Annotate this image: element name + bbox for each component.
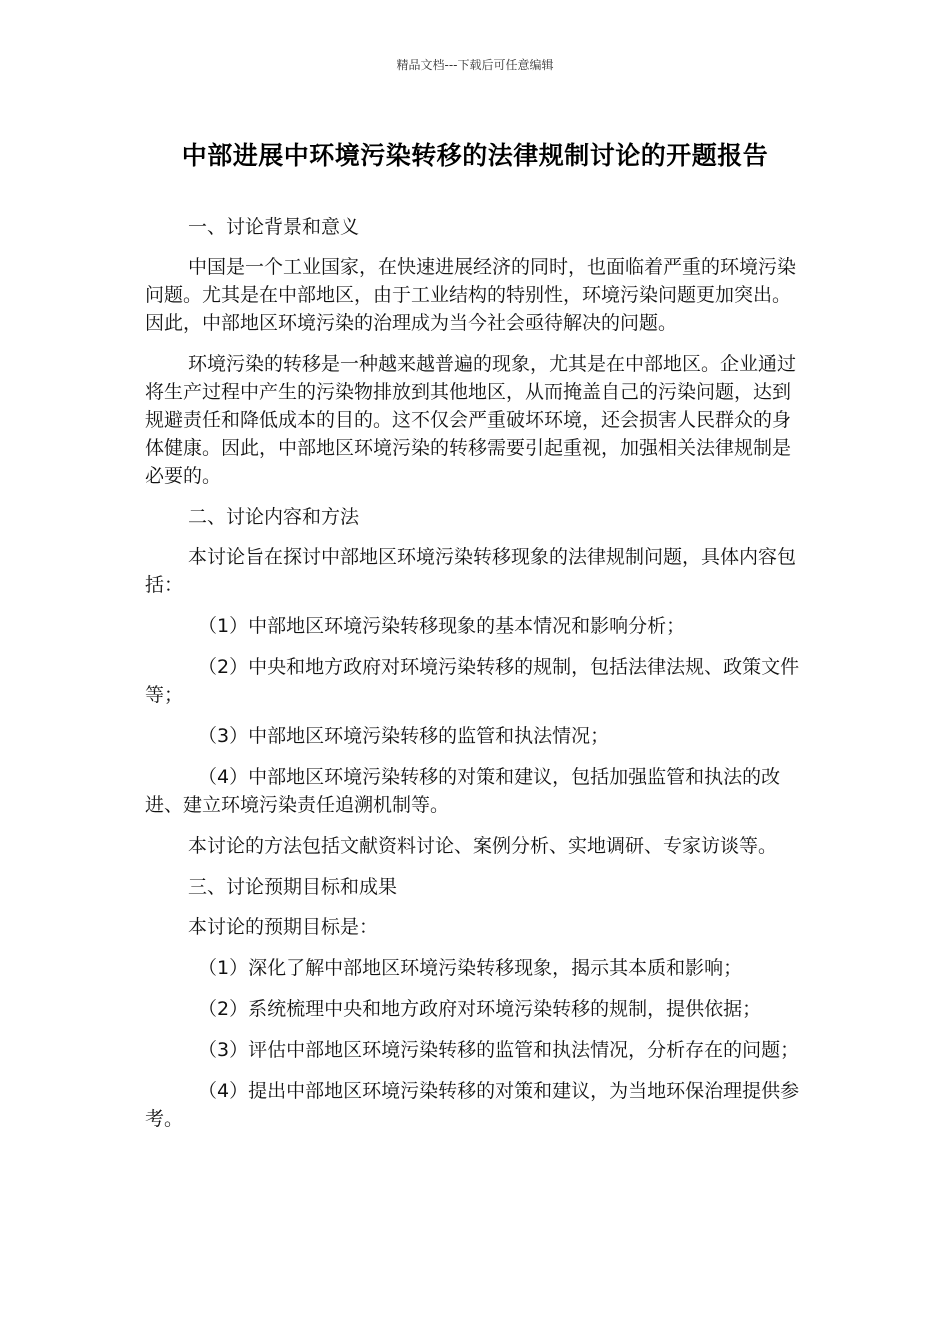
paragraph-methods: 本讨论的方法包括文献资料讨论、案例分析、实地调研、专家访谈等。	[188, 835, 778, 857]
section-heading-goals: 三、讨论预期目标和成果	[188, 876, 398, 898]
content-item-2: （2）中央和地方政府对环境污染转移的规制，包括法律法规、政策文件等；	[145, 656, 800, 706]
content-item-4: （4）中部地区环境污染转移的对策和建议，包括加强监管和执法的改进、建立环境污染责任追溯机制等。	[145, 766, 781, 816]
goal-item-1: （1）深化了解中部地区环境污染转移现象，揭示其本质和影响；	[198, 957, 743, 979]
header-note: 精品文档---下载后可任意编辑	[396, 58, 554, 72]
paragraph-content-intro: 本讨论旨在探讨中部地区环境污染转移现象的法律规制问题，具体内容包括：	[145, 546, 797, 596]
content-item-3: （3）中部地区环境污染转移的监管和执法情况；	[198, 725, 610, 747]
paragraph-background-1: 中国是一个工业国家，在快速进展经济的同时，也面临着严重的环境污染问题。尤其是在中部地区，由于工业结构的特别性，环境污染问题更加突出。因此，中部地区环境污染的治理成为当今社会亟待解决的问题。	[145, 256, 797, 334]
content-item-1: （1）中部地区环境污染转移现象的基本情况和影响分析；	[198, 615, 686, 637]
goal-item-3: （3）评估中部地区环境污染转移的监管和执法情况，分析存在的问题；	[198, 1039, 800, 1061]
goal-item-2: （2）系统梳理中央和地方政府对环境污染转移的规制，提供依据；	[198, 998, 762, 1020]
paragraph-goals-intro: 本讨论的预期目标是：	[188, 916, 379, 938]
paragraph-background-2: 环境污染的转移是一种越来越普遍的现象，尤其是在中部地区。企业通过将生产过程中产生的污染物排放到其他地区，从而掩盖自己的污染问题，达到规避责任和降低成本的目的。这不仅会严重破坏环境，还会损害人民群众的身体健康。因此，中部地区环境污染的转移需要引起重视，加强相关法律规制是必要的。	[145, 353, 797, 487]
document-body	[145, 213, 805, 1146]
goal-item-4: （4）提出中部地区环境污染转移的对策和建议，为当地环保治理提供参考。	[145, 1080, 800, 1130]
section-heading-background: 一、讨论背景和意义	[188, 216, 360, 238]
section-heading-content-methods: 二、讨论内容和方法	[188, 506, 360, 528]
document-title: 中部进展中环境污染转移的法律规制讨论的开题报告	[181, 141, 769, 170]
